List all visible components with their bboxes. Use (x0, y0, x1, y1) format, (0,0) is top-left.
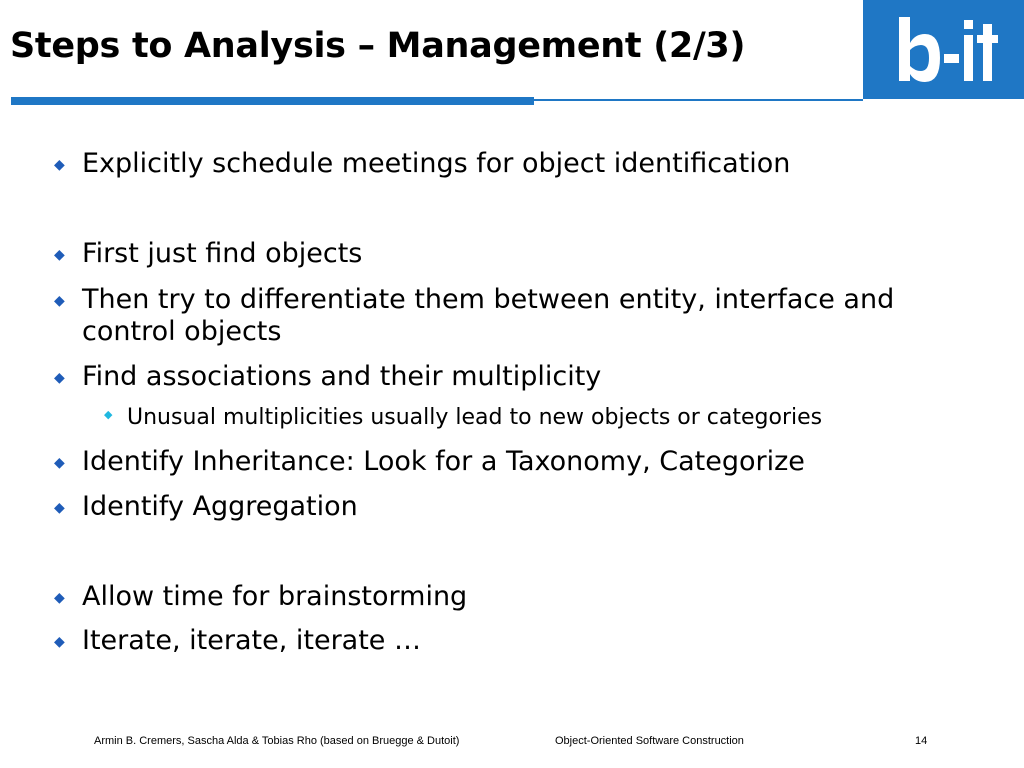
bullet-item (54, 361, 954, 393)
bullet-text: Then try to differentiate them between entity, interface and control objects (82, 284, 895, 347)
slide-title: Steps to Analysis – Management (2/3) (10, 26, 746, 66)
title-underline-thick (11, 97, 534, 105)
bullet-item (54, 625, 954, 657)
b-it-logo (863, 0, 1024, 99)
diamond-bullet-icon: ◆ (54, 293, 65, 309)
bullet-text: Find associations and their multiplicity (82, 361, 602, 392)
diamond-bullet-icon: ◆ (54, 247, 65, 263)
bullet-text: Identify Aggregation (82, 491, 358, 522)
bullet-item (54, 238, 954, 270)
bullet-text: Identify Inheritance: Look for a Taxonomy, Categorize (82, 446, 805, 477)
diamond-bullet-icon: ◆ (54, 370, 65, 386)
diamond-bullet-icon: ◆ (54, 500, 65, 516)
bullet-item (54, 491, 954, 523)
b-it-logo-mark (863, 0, 1024, 99)
bullet-text: First just find objects (82, 238, 363, 269)
bullet-text: Iterate, iterate, iterate … (82, 625, 422, 656)
bullet-item (54, 148, 954, 180)
page-number: 14 (915, 735, 928, 747)
bullet-text: Allow time for brainstorming (82, 581, 468, 612)
diamond-bullet-icon: ◆ (104, 408, 113, 421)
bullet-item (54, 581, 954, 613)
footer-authors: Armin B. Cremers, Sascha Alda & Tobias Rho (based on Bruegge & Dutoit) (94, 735, 460, 747)
diamond-bullet-icon: ◆ (54, 634, 65, 650)
diamond-bullet-icon: ◆ (54, 590, 65, 606)
bullet-item (54, 284, 944, 348)
diamond-bullet-icon: ◆ (54, 157, 65, 173)
bullet-text: Explicitly schedule meetings for object identification (82, 148, 791, 179)
sub-bullet-text: Unusual multiplicities usually lead to new objects or categories (127, 405, 823, 430)
sub-bullet-item (104, 404, 984, 432)
diamond-bullet-icon: ◆ (54, 455, 65, 471)
title-underline-thin (534, 99, 863, 101)
bullet-item (54, 446, 954, 478)
footer-course: Object-Oriented Software Construction (555, 735, 744, 747)
